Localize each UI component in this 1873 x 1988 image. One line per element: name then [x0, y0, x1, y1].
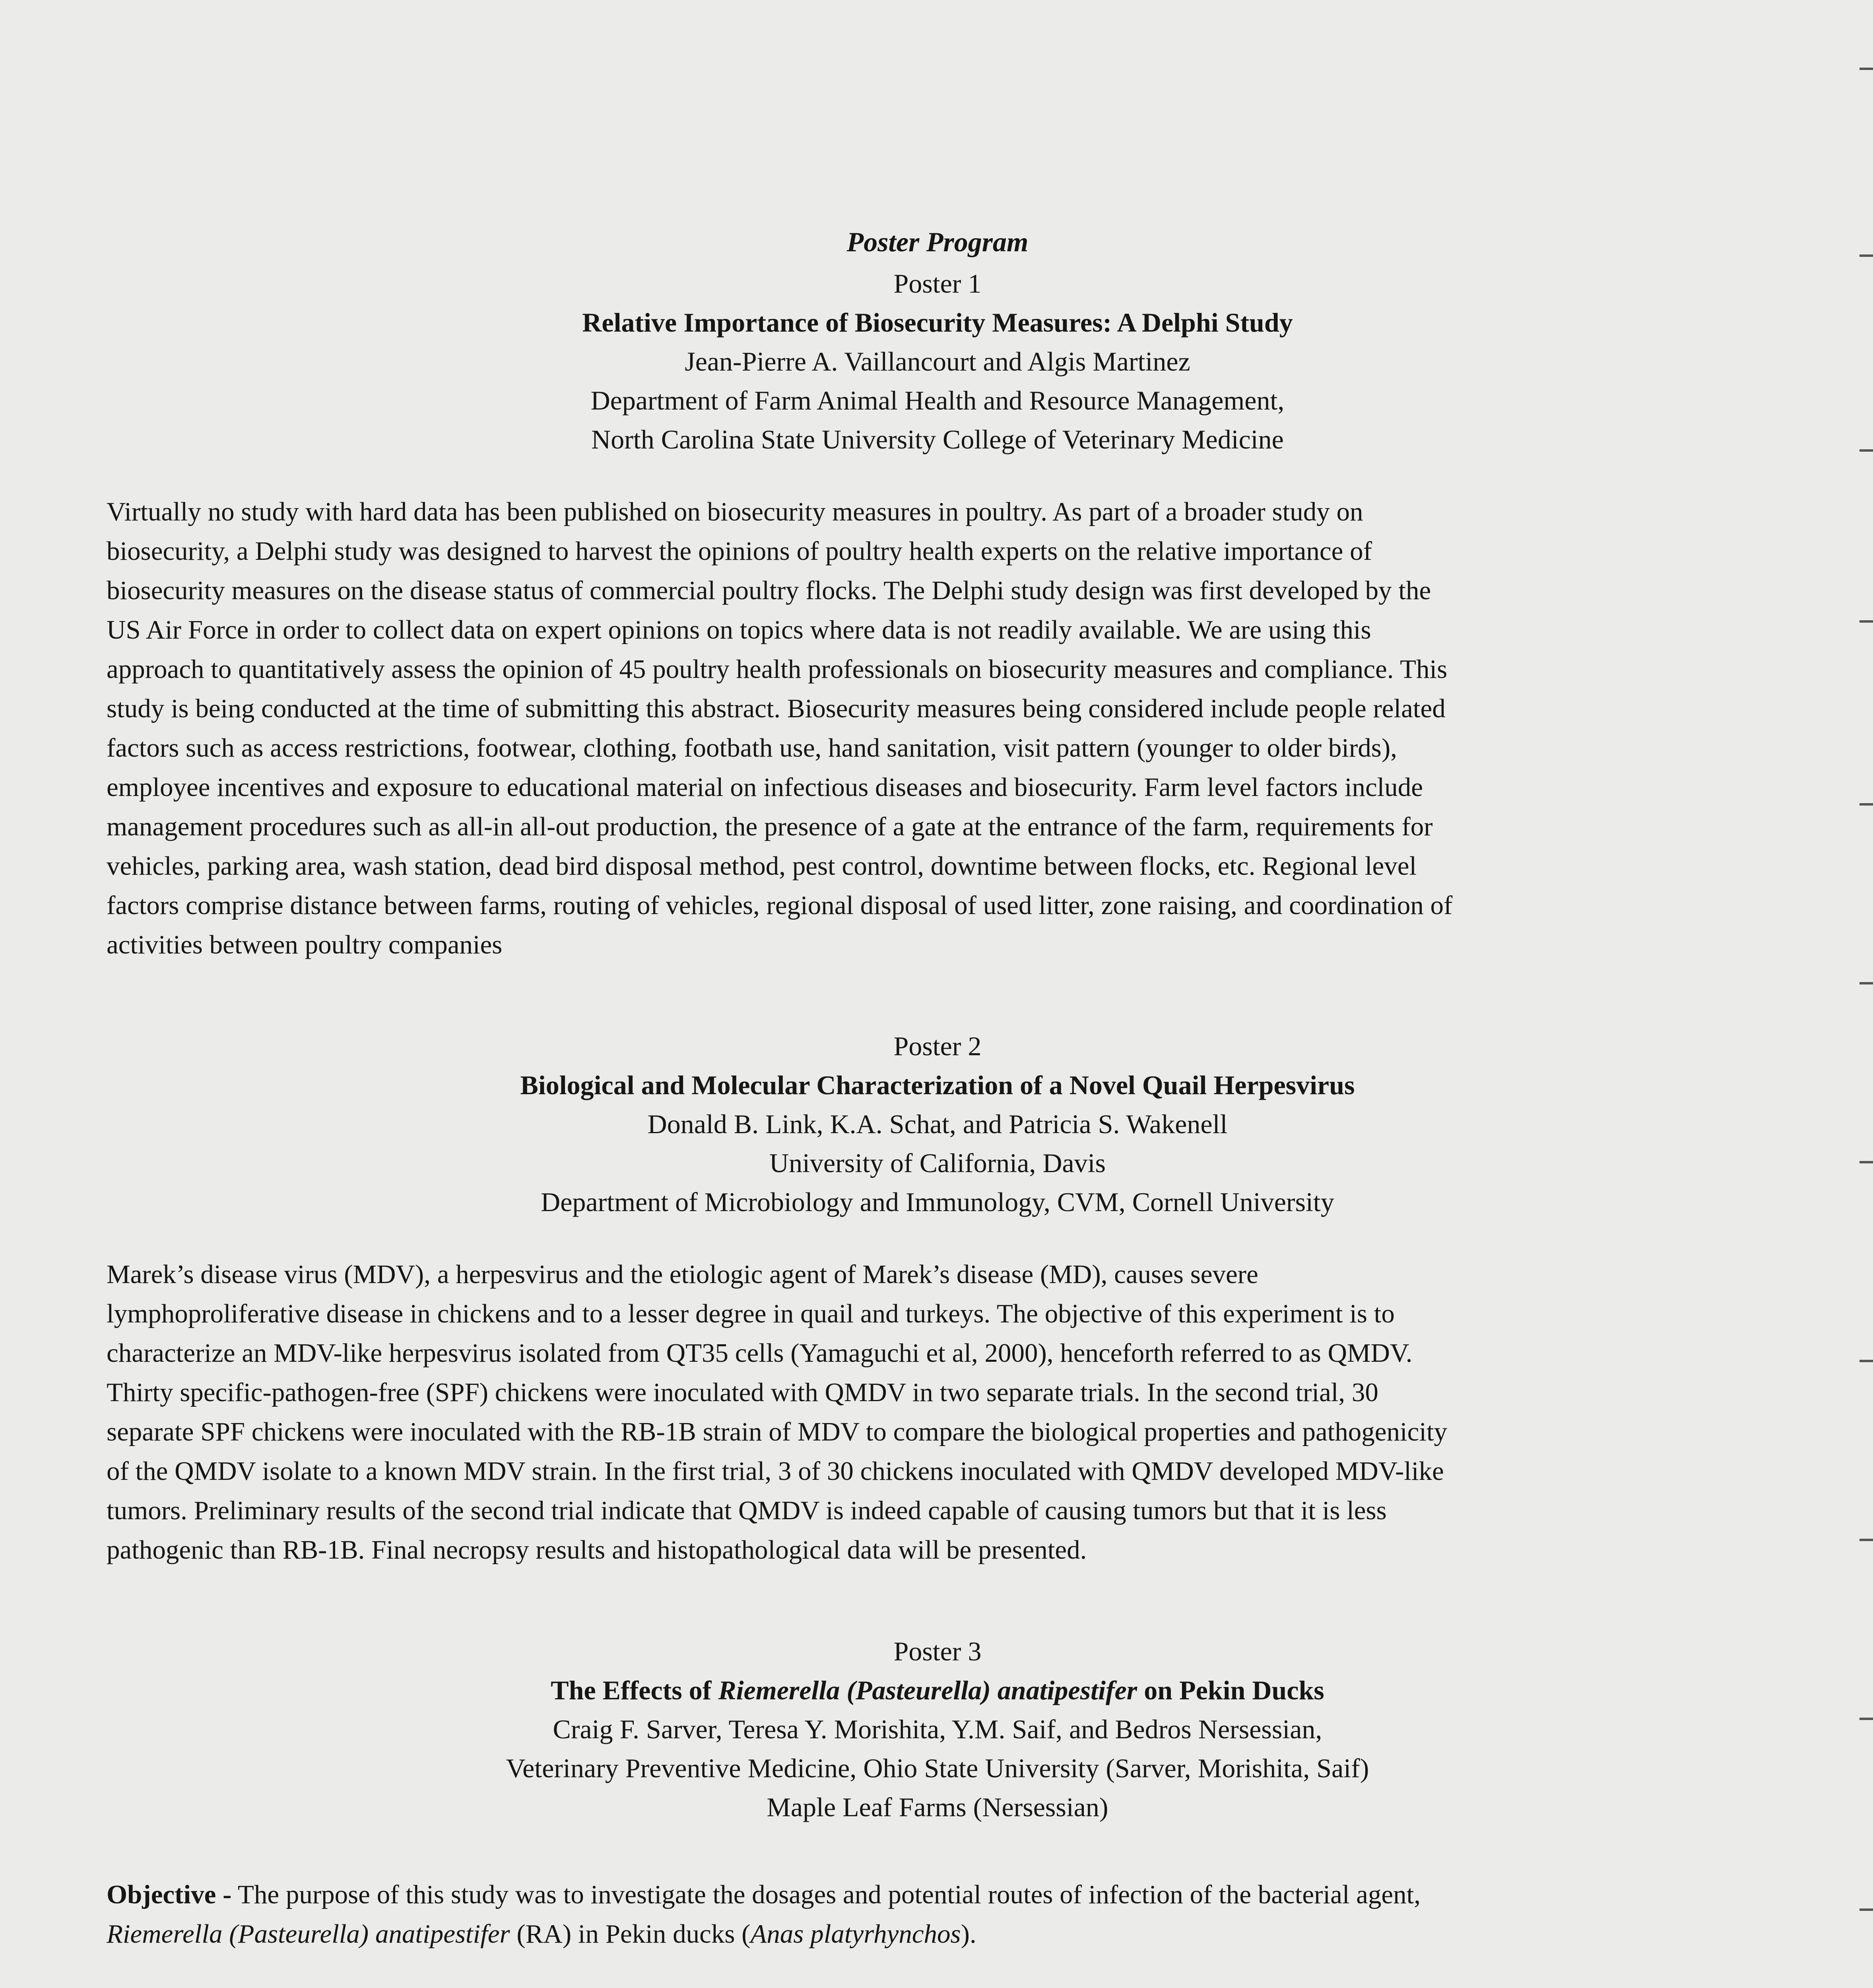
poster-label: Poster 3 — [893, 1636, 982, 1666]
edge-mark — [1859, 254, 1873, 257]
section-label: Objective - — [107, 1880, 232, 1909]
abstract-line: Marek’s disease virus (MDV), a herpesvirus and the etiologic agent of Marek’s disease (MD), causes severe — [107, 1260, 1258, 1289]
abstract-line: Thirty specific-pathogen-free (SPF) chickens were inoculated with QMDV in two separate trials. In the second trial, 30 — [107, 1378, 1378, 1407]
poster-affiliation: North Carolina State University College of Veterinary Medicine — [591, 424, 1284, 454]
abstract-line: management procedures such as all-in all-out production, the presence of a gate at the entrance of the farm, requirements for — [107, 812, 1433, 841]
abstract-line: factors such as access restrictions, footwear, clothing, footbath use, hand sanitation, visit pattern (younger to older birds), — [107, 733, 1397, 763]
abstract-line: lymphoproliferative disease in chickens and to a lesser degree in quail and turkeys. The objective of this experiment is to — [107, 1299, 1395, 1328]
abstract-line: Virtually no study with hard data has been published on biosecurity measures in poultry. As part of a broader study on — [107, 497, 1363, 526]
page-edge-binding-marks — [1857, 0, 1873, 1988]
poster-affiliation: Department of Microbiology and Immunology, CVM, Cornell University — [541, 1187, 1334, 1217]
poster-label: Poster 2 — [893, 1031, 982, 1061]
edge-mark — [1859, 1360, 1873, 1362]
poster-affiliation: University of California, Davis — [769, 1148, 1106, 1178]
page-content — [107, 223, 1768, 1988]
abstract-line: pathogenic than RB-1B. Final necropsy results and histopathological data will be presented. — [107, 1535, 1087, 1565]
edge-mark — [1859, 620, 1873, 623]
poster-authors: Jean-Pierre A. Vaillancourt and Algis Martinez — [685, 346, 1190, 377]
poster-title — [107, 1671, 1768, 1710]
poster-title-prefix: The Effects of — [551, 1675, 718, 1705]
poster-authors: Donald B. Link, K.A. Schat, and Patricia S. Wakenell — [647, 1109, 1228, 1139]
abstract-line: US Air Force in order to collect data on expert opinions on topics where data is not readily available. We are using this — [107, 615, 1371, 645]
abstract-line: Objective - The purpose of this study was to investigate the dosages and potential routes of infection of the bacterial agent, — [107, 1880, 1421, 1909]
abstract-line: biosecurity measures on the disease status of commercial poultry flocks. The Delphi study design was first developed by the — [107, 576, 1431, 605]
abstract-line: of the QMDV isolate to a known MDV strain. In the first trial, 3 of 30 chickens inoculated with QMDV developed MDV-like — [107, 1456, 1444, 1486]
poster-affiliation: Veterinary Preventive Medicine, Ohio State University (Sarver, Morishita, Saif) — [506, 1753, 1369, 1783]
edge-mark — [1859, 449, 1873, 452]
abstract-line: biosecurity, a Delphi study was designed to harvest the opinions of poultry health experts on the relative importance of — [107, 536, 1372, 566]
poster-title-suffix: on Pekin Ducks — [1137, 1675, 1324, 1705]
objective-section — [107, 1875, 1768, 1954]
abstract-line: characterize an MDV-like herpesvirus isolated from QT35 cells (Yamaguchi et al, 2000), henceforth referred to as QMDV. — [107, 1338, 1413, 1368]
abstract-line: vehicles, parking area, wash station, dead bird disposal method, pest control, downtime between flocks, etc. Regional level — [107, 851, 1417, 881]
abstract-line: approach to quantitatively assess the opinion of 45 poultry health professionals on biosecurity measures and compliance. This — [107, 654, 1448, 684]
poster-label: Poster 1 — [893, 268, 982, 299]
poster-3-abstract — [107, 1632, 1768, 1988]
edge-mark — [1859, 68, 1873, 70]
abstract-line: tumors. Preliminary results of the second trial indicate that QMDV is indeed capable of causing tumors but that it is less — [107, 1496, 1387, 1525]
poster-affiliation: Maple Leaf Farms (Nersessian) — [767, 1792, 1108, 1822]
abstract-line: employee incentives and exposure to educational material on infectious diseases and biosecurity. Farm level factors include — [107, 773, 1423, 802]
edge-mark — [1859, 1908, 1873, 1911]
edge-mark — [1859, 1539, 1873, 1541]
edge-mark — [1859, 982, 1873, 984]
abstract-line: activities between poultry companies — [107, 930, 503, 959]
abstract-line: Riemerella (Pasteurella) anatipestifer (RA) in Pekin ducks (Anas platyrhynchos). — [107, 1919, 976, 1949]
edge-mark — [1859, 1161, 1873, 1163]
abstract-body — [107, 1255, 1768, 1570]
abstract-line: study is being conducted at the time of submitting this abstract. Biosecurity measures being considered include people related — [107, 694, 1446, 723]
poster-1-abstract — [107, 264, 1768, 965]
edge-mark — [1859, 803, 1873, 806]
poster-title-species: Riemerella (Pasteurella) anatipestifer — [718, 1675, 1137, 1705]
abstract-body — [107, 492, 1768, 965]
poster-title: Relative Importance of Biosecurity Measures: A Delphi Study — [582, 307, 1293, 338]
poster-title: Biological and Molecular Characterization of a Novel Quail Herpesvirus — [520, 1070, 1355, 1100]
edge-mark — [1859, 1718, 1873, 1720]
program-title: Poster Program — [846, 227, 1029, 258]
poster-affiliation: Department of Farm Animal Health and Resource Management, — [590, 385, 1285, 415]
abstract-line: factors comprise distance between farms, routing of vehicles, regional disposal of used litter, zone raising, and coordination of — [107, 891, 1453, 920]
poster-authors: Craig F. Sarver, Teresa Y. Morishita, Y.M. Saif, and Bedros Nersessian, — [553, 1714, 1322, 1744]
poster-2-abstract — [107, 1027, 1768, 1570]
abstract-line: separate SPF chickens were inoculated with the RB-1B strain of MDV to compare the biological properties and pathogenicity — [107, 1417, 1448, 1446]
